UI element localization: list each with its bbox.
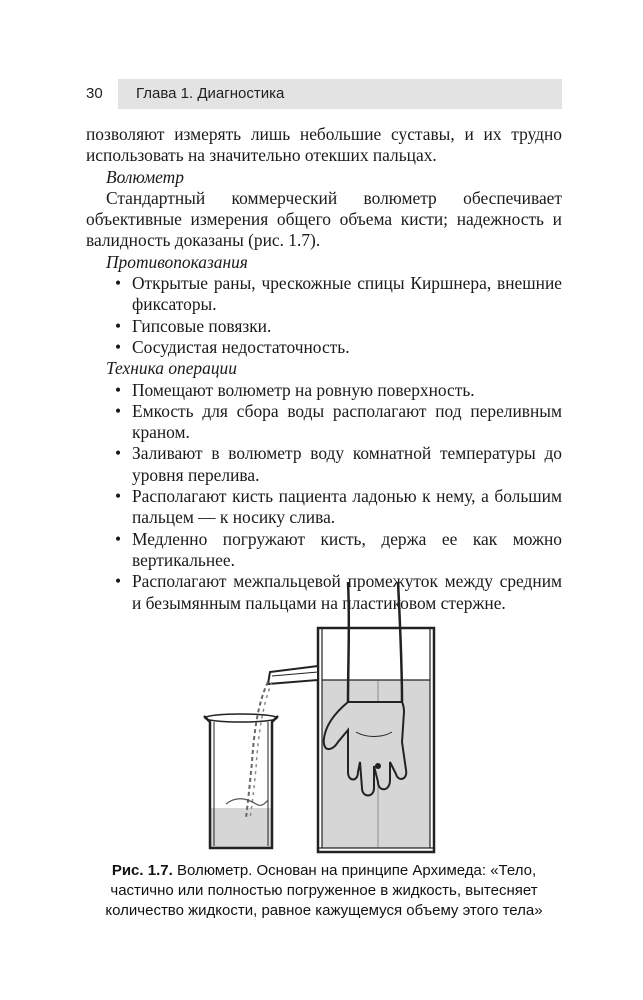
heading-contraindications: Противопоказания	[106, 251, 248, 272]
paragraph-intro: позволяют измерять лишь небольшие суставы, и их трудно использовать на значительно отекших пальцах.	[86, 124, 562, 166]
list-item: • Располагают межпальцевой промежуток между средним и безымянным пальцами на пластиковом стержне.	[115, 571, 562, 613]
chapter-title: Глава 1. Диагностика	[136, 85, 285, 102]
bullet-icon: •	[115, 571, 122, 592]
list-item: • Помещают волюметр на ровную поверхность.	[115, 379, 475, 400]
bullet-icon: •	[115, 315, 122, 336]
list-item: • Емкость для сбора воды располагают под переливным краном.	[115, 400, 562, 443]
heading-technique: Техника операции	[106, 358, 237, 379]
list-item: • Сосудистая недостаточность.	[115, 336, 350, 357]
body-text	[86, 124, 562, 614]
paragraph-volumeter: Стандартный коммерческий волюметр обеспечивает объективные измерения общего объема кисти; надежность и валидность доказаны (рис. 1.7).	[86, 187, 562, 251]
bullet-icon: •	[115, 336, 122, 357]
caption-text: Волюметр. Основан на принципе Архимеда: «Тело, частично или полностью погруженное в жидкость, вытесняет количество жидкости, равное кажущемуся объему этого тела»	[105, 862, 543, 919]
technique-list	[86, 380, 562, 614]
page-header	[86, 79, 562, 109]
bullet-icon: •	[115, 486, 122, 507]
contraindications-list	[86, 273, 562, 358]
list-item: • Гипсовые повязки.	[115, 315, 272, 336]
heading-volumeter: Волюметр	[106, 166, 184, 187]
caption-label: Рис. 1.7.	[111, 862, 173, 879]
figure-caption	[86, 861, 562, 921]
bullet-icon: •	[115, 273, 122, 294]
volumeter-illustration	[86, 582, 562, 854]
list-item: • Медленно погружают кисть, держа ее как можно вертикальнее.	[115, 528, 562, 570]
beaker-water	[210, 808, 272, 848]
list-item: • Располагают кисть пациента ладонью к нему, а большим пальцем — к носику слива.	[115, 486, 562, 528]
list-item: • Заливают в волюметр воду комнатной температуры до уровня перелива.	[115, 443, 562, 485]
bullet-icon: •	[115, 528, 122, 549]
chapter-bar	[118, 79, 562, 109]
rod-tip	[375, 763, 381, 769]
bullet-icon: •	[115, 443, 122, 464]
arm-left	[348, 582, 349, 702]
list-item: • Открытые раны, чрескожные спицы Киршнера, внешние фиксаторы.	[115, 273, 562, 315]
page-number: 30	[86, 85, 103, 102]
volumeter-figure	[86, 582, 562, 854]
bullet-icon: •	[115, 379, 122, 400]
overflow-spout	[268, 666, 318, 684]
bullet-icon: •	[115, 400, 122, 421]
